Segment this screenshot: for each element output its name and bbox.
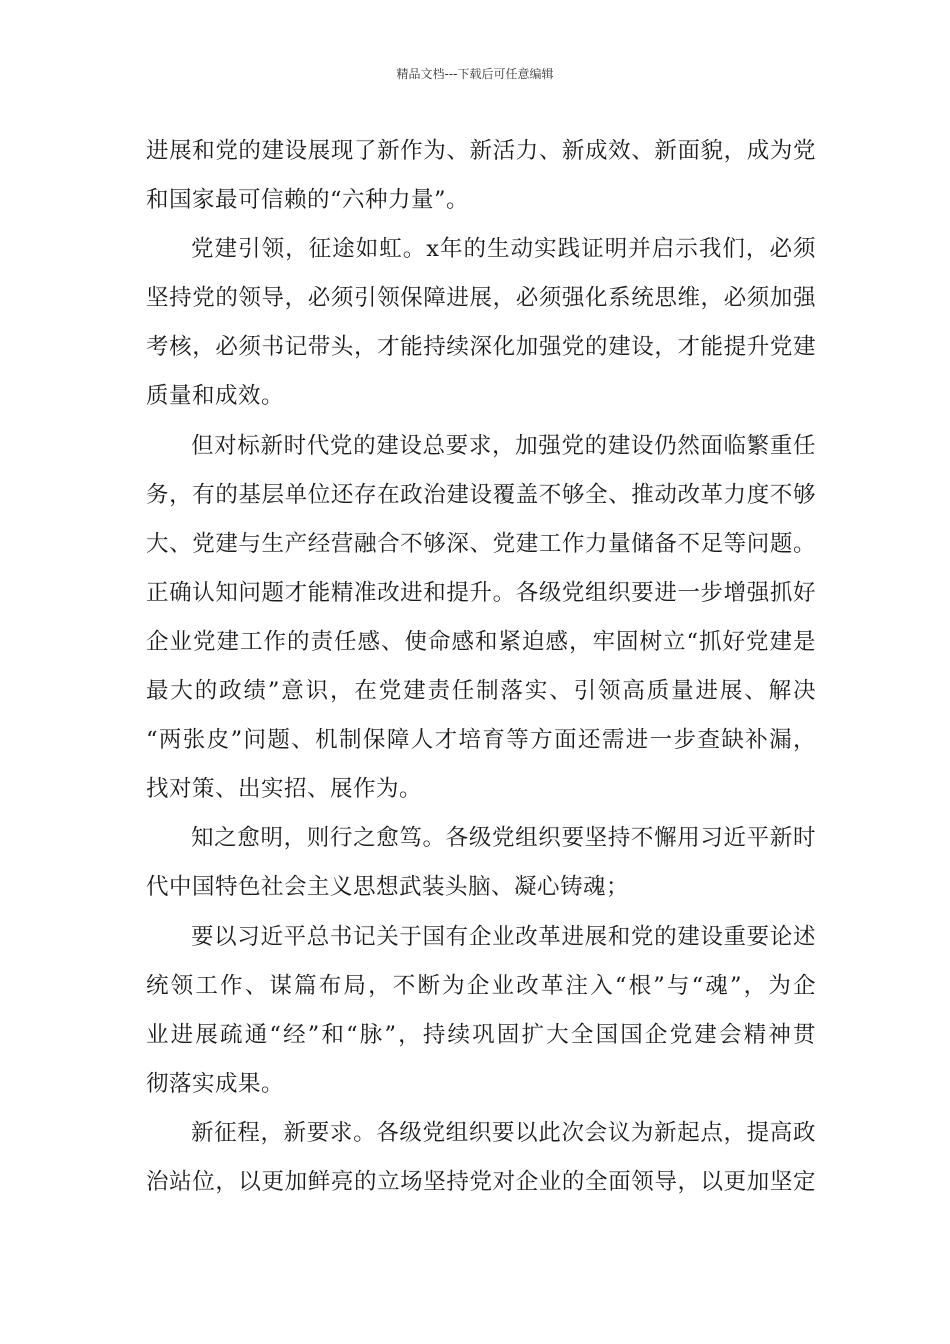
text-line: 和国家最可信赖的“六种力量”。: [146, 187, 470, 214]
text-line: 最大的政绩”意识，在党建责任制落实、引领高质量进展、解决: [146, 678, 816, 705]
text-line: “两张皮”问题、机制保障人才培育等方面还需进一步查缺补漏，: [146, 727, 816, 754]
text-line: 质量和成效。: [146, 383, 285, 410]
text-line: 统领工作、谋篇布局，不断为企业改革注入“根”与“魂”，为企: [146, 972, 816, 999]
text-line: 大、党建与生产经营融合不够深、党建工作力量储备不足等问题。: [146, 530, 816, 557]
text-line: 坚持党的领导，必须引领保障进展，必须强化系统思维，必须加强: [146, 285, 816, 312]
text-line: 正确认知问题才能精准改进和提升。各级党组织要进一步增强抓好: [146, 579, 816, 606]
text-line: 新征程，新要求。各级党组织要以此次会议为新起点，提高政: [191, 1119, 816, 1146]
text-line: 治站位，以更加鲜亮的立场坚持党对企业的全面领导，以更加坚定: [146, 1168, 816, 1195]
text-line: 代中国特色社会主义思想武装头脑、凝心铸魂；: [146, 874, 630, 901]
page-header: 精品文档---下载后可任意编辑: [396, 67, 554, 81]
document-body: [146, 131, 816, 1211]
text-line: 要以习近平总书记关于国有企业改革进展和党的建设重要论述: [191, 923, 816, 950]
text-line: 业进展疏通“经”和“脉”，持续巩固扩大全国国企党建会精神贯: [146, 1021, 816, 1048]
text-line: 企业党建工作的责任感、使命感和紧迫感，牢固树立“抓好党建是: [146, 628, 816, 655]
text-line: 务，有的基层单位还存在政治建设覆盖不够全、推动改革力度不够: [146, 481, 816, 508]
text-line: 找对策、出实招、展作为。: [146, 776, 423, 803]
text-line: 党建引领，征途如虹。x年的生动实践证明并启示我们，必须: [191, 236, 816, 263]
text-line: 但对标新时代党的建设总要求，加强党的建设仍然面临繁重任: [191, 432, 816, 459]
text-line: 进展和党的建设展现了新作为、新活力、新成效、新面貌，成为党: [146, 138, 816, 164]
text-line: 知之愈明，则行之愈笃。各级党组织要坚持不懈用习近平新时: [191, 825, 816, 852]
text-line: 彻落实成果。: [146, 1070, 285, 1097]
text-line: 考核，必须书记带头，才能持续深化加强党的建设，才能提升党建: [146, 334, 816, 361]
